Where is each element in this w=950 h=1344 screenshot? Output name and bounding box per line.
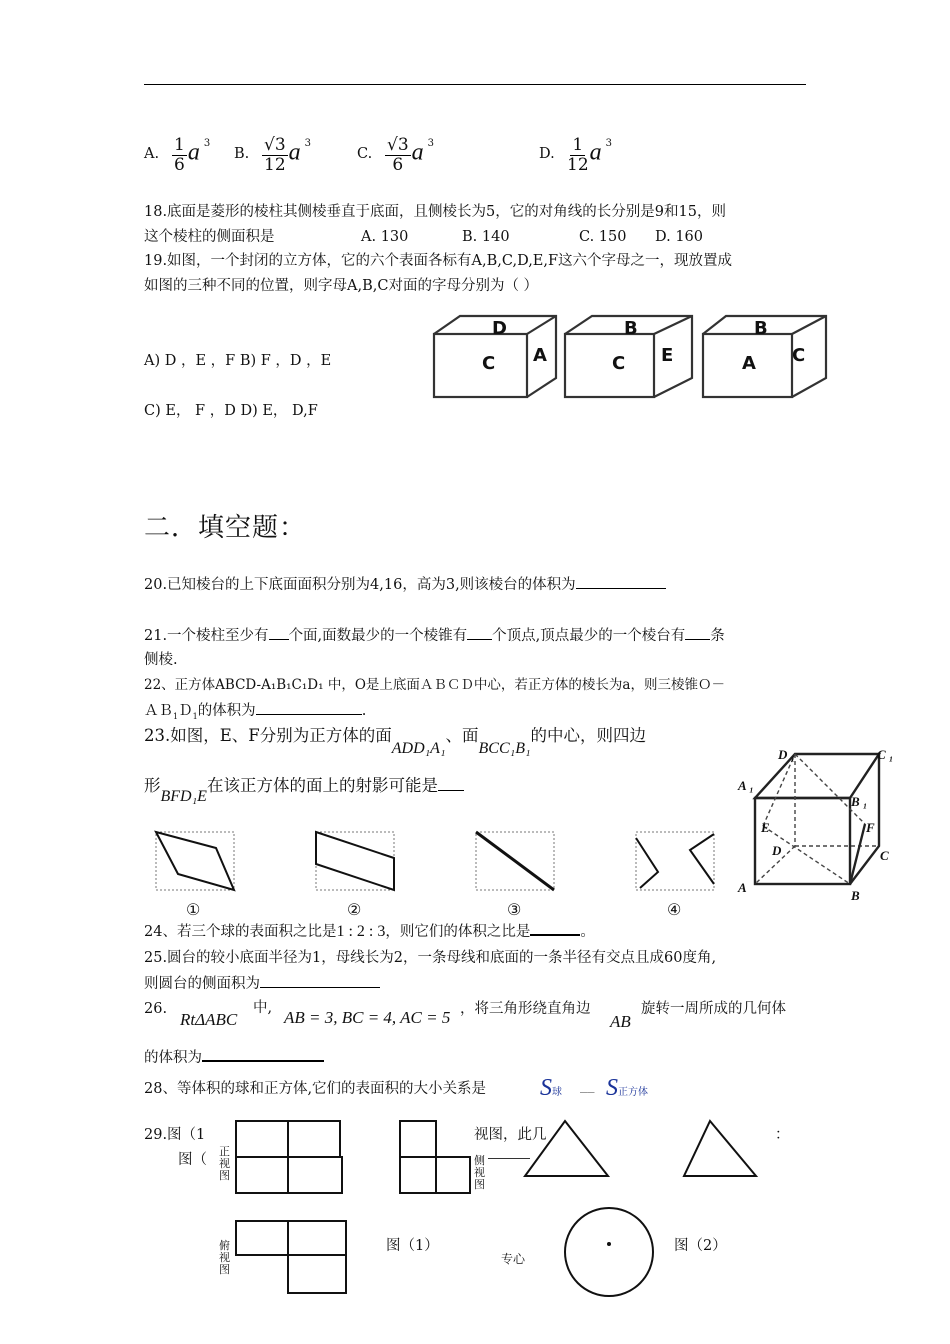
q23-option-label-3: ③ [507,900,522,919]
q26-line2: 的体积为 [144,1046,324,1068]
q19-line2: 如图的三种不同的位置，则字母A,B,C对面的字母分别为（ ） [144,278,539,294]
q18-option-b: B. 140 [462,229,510,245]
q19-options-cd: C) E， F ，D D) E， D,F [144,403,318,419]
q18-line2: 这个棱柱的侧面积是 [144,229,275,245]
q22-blank[interactable] [256,700,362,715]
projection-4-shape-left [636,838,658,888]
q26-axis: AB [610,1012,631,1031]
q26-triangle: RtΔABC [180,1010,238,1029]
q21-blank-3[interactable] [685,625,710,640]
q26-text-solid: 旋转一周所成的几何体 [641,1001,786,1017]
footer-center-text: 专心 [501,1252,526,1266]
q21-blank-2[interactable] [467,625,492,640]
cube-vertex-c1: C ₁ [877,747,894,762]
cube-point-e: E [761,820,770,835]
q17-option-b-label: B. [234,146,250,162]
q17-option-a-label: A. [144,146,160,162]
q26-text-zhong: 中, [253,1000,273,1016]
q23-projection-options [150,828,730,896]
cube1-front-letter: C [482,353,496,374]
q18-option-a: A. 130 [361,229,409,245]
q17-option-a-fraction: $\frac{1}{6}$ [174,135,185,175]
q29-three-views [230,1118,770,1298]
q29-figure2-label: 图（2） [674,1238,727,1254]
q26-text-rotate: ，将三角形绕直角边 [460,1001,591,1017]
cube3-side-letter: C [792,345,806,366]
cube2-front-letter: C [612,353,626,374]
q23-blank[interactable] [438,778,464,791]
q19-line1: 19.如图，一个封闭的立方体，它的六个表面各标有A,B,C,D,E,F这六个字母之一，现放置成 [144,253,733,269]
cube-vertex-b1: B ₁ [851,794,868,809]
cube1-side-letter: A [533,345,547,366]
q19-options-ab: A) D ，E ，F B) F ，D ，E [144,353,332,369]
projection-4-shape-right [690,834,714,884]
q28-surface-sphere: S球 [540,1075,562,1101]
q29-text-mid: 视图，此几 [474,1127,547,1143]
projection-1-shape [156,832,234,890]
section-heading-fill-blank: 二．填空题： [144,513,307,543]
q28-blank[interactable]: __ [580,1077,595,1093]
q18-line1: 18.底面是菱形的棱柱其侧棱垂直于底面，且侧棱长为5，它的对角线的长分别是9和15，则 [144,204,726,220]
q29-text-end: ： [775,1127,790,1143]
q29-text-start: 29.图（1 [144,1127,206,1143]
q22-line2: ＡＢ$_1$Ｄ$_1$的体积为 . [144,700,366,727]
cube3-front-letter: A [742,353,756,374]
q18-option-d: D. 160 [655,229,704,245]
q21-line2: 侧棱. [144,652,178,668]
cube-vertex-b: B [851,888,860,903]
q29-top-view-label: 俯视图 [219,1239,230,1276]
top-rule [144,84,806,85]
cube-vertex-a: A [738,880,747,895]
q29-text-fig-ref: 图（ [178,1152,207,1168]
q28-surface-cube: S正方体 [606,1075,648,1099]
q21-line1: 21.一个棱柱至少有 个面,面数最少的一个棱锥有 个顶点,顶点最少的一个棱台有 条 [144,625,725,646]
q29-figure1-label: 图（1） [386,1238,439,1254]
cube2-side-letter: E [661,345,674,366]
cube-vertex-c: C [880,848,889,863]
cube3-top-letter: B [754,318,768,339]
q17-option-c-fraction: $\frac{√3}{6}$ [387,135,409,175]
q25-line2: 则圆台的侧面积为 [144,973,380,994]
q28-text: 28、等体积的球和正方体,它们的表面积的大小关系是 [144,1081,487,1097]
q29-front-view-label: 正视图 [219,1145,230,1182]
q24-text: 24、若三个球的表面积之比是1 : 2 : 3，则它们的体积之比是 。 [144,920,595,942]
cube1-top-letter: D [492,318,507,339]
q17-option-d-label: D. [539,146,555,162]
q29-side-view-label: 侧视图 [474,1154,485,1191]
projection-2-shape [316,832,394,890]
q26-number: 26. [144,1001,168,1017]
q23-option-label-1: ① [186,900,201,919]
q23-option-label-2: ② [347,900,362,919]
cube-vertex-d1: D ₁ [778,747,796,762]
cube2-top-letter: B [624,318,638,339]
q20-blank[interactable] [576,574,666,589]
q26-side-lengths: AB = 3, BC = 4, AC = 5 [284,1008,451,1027]
q23-option-label-4: ④ [667,900,682,919]
q25-blank[interactable] [260,973,380,988]
cube-point-f: F [866,820,875,835]
q17-option-c-label: C. [357,146,373,162]
q22-line1: 22、正方体ABCD-A₁B₁C₁D₁ 中，O是上底面ＡＢＣＤ中心，若正方体的棱长为a，则三棱锥Ｏ－ [144,677,725,693]
q23-line2: 形BFD₁E在该正方体的面上的射影可能是 [144,774,464,799]
cube-vertex-d: D [772,843,782,858]
q17-option-d-fraction: $\frac{1}{12}$ [567,135,589,175]
q26-blank[interactable] [202,1046,324,1062]
q25-line1: 25.圆台的较小底面半径为1，母线长为2，一条母线和底面的一条半径有交点且成60度角, [144,950,717,966]
q18-option-c: C. 150 [579,229,627,245]
q21-blank-1[interactable] [269,625,289,640]
projection-3-shape [476,832,554,890]
q17-option-b-fraction: $\frac{√3}{12}$ [264,135,286,175]
q23-line1: 23.如图，E、F分别为正方体的面ADD₁A₁、面BCC₁B₁的中心，则四边 [144,726,647,757]
q24-blank[interactable] [530,920,580,936]
cube-vertex-a1: A ₁ [738,778,754,793]
q20-text: 20.已知棱台的上下底面面积分别为4,16，高为3,则该棱台的体积为 [144,574,666,595]
